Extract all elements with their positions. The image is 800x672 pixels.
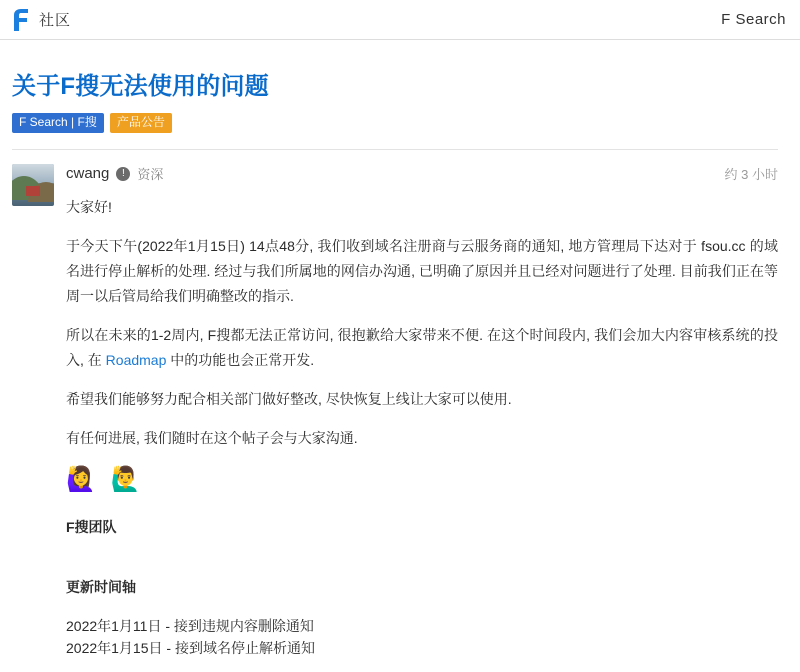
post-author-block [66,164,163,183]
author-role: 资深 [137,167,164,183]
brand-link[interactable] [10,7,71,33]
site-header [0,0,800,40]
paragraph-3-text-before: 所以在未来的1-2周内, F搜都无法正常访问, 很抱歉给大家带来不便. 在这个时间段内, 我们会加大内容审核系统的投入, 在 [66,327,778,369]
post [12,150,778,659]
tag-row [12,113,778,133]
tag-announcement[interactable]: 产品公告 [110,113,172,133]
post-paragraph-2: 于今天下午(2022年1月15日) 14点48分, 我们收到域名注册商与云服务商的通知, 地方管理局下达对于 fsou.cc 的域名进行停止解析的处理. 经过与我们所属地的网信办沟通, 已明确了原因并且已经对问题进行了处理. 目前我们正在等周一以后管局给我们明确整改的指示. [66,238,778,305]
post-paragraph-4: 希望我们能够努力配合相关部门做好整改, 尽快恢复上线让大家可以使用. [66,391,512,408]
tag-category[interactable]: F Search | F搜 [12,113,104,133]
timeline-heading: 更新时间轴 [66,579,136,596]
page-title: 关于F搜无法使用的问题 [12,73,269,100]
roadmap-link[interactable]: Roadmap [105,352,167,369]
post-signature: F搜团队 [66,519,117,536]
brand-name: 社区 [39,12,72,29]
post-body [66,164,778,659]
emoji-row: 🙋‍♀️ 🙋‍♂️ [66,466,145,494]
post-paragraph-3 [66,323,778,373]
post-page [0,40,800,659]
timeline-item: 2022年1月15日 - 接到域名停止解析通知 [66,640,315,657]
author-name[interactable]: cwang [66,165,110,183]
paragraph-3-text-after: 中的功能也会正常开发. [166,352,315,369]
avatar[interactable] [12,164,54,206]
post-paragraph-1: 大家好! [66,199,112,216]
timeline-item: 2022年1月11日 - 接到违规内容删除通知 [66,618,314,635]
f-logo-icon [10,7,32,33]
post-timestamp: 约 3 小时 [724,167,778,183]
verified-badge-icon: ! [116,167,130,181]
post-header [66,164,778,183]
header-search-label[interactable]: F Search [721,11,786,28]
post-paragraph-5: 有任何进展, 我们随时在这个帖子会与大家沟通. [66,430,358,447]
